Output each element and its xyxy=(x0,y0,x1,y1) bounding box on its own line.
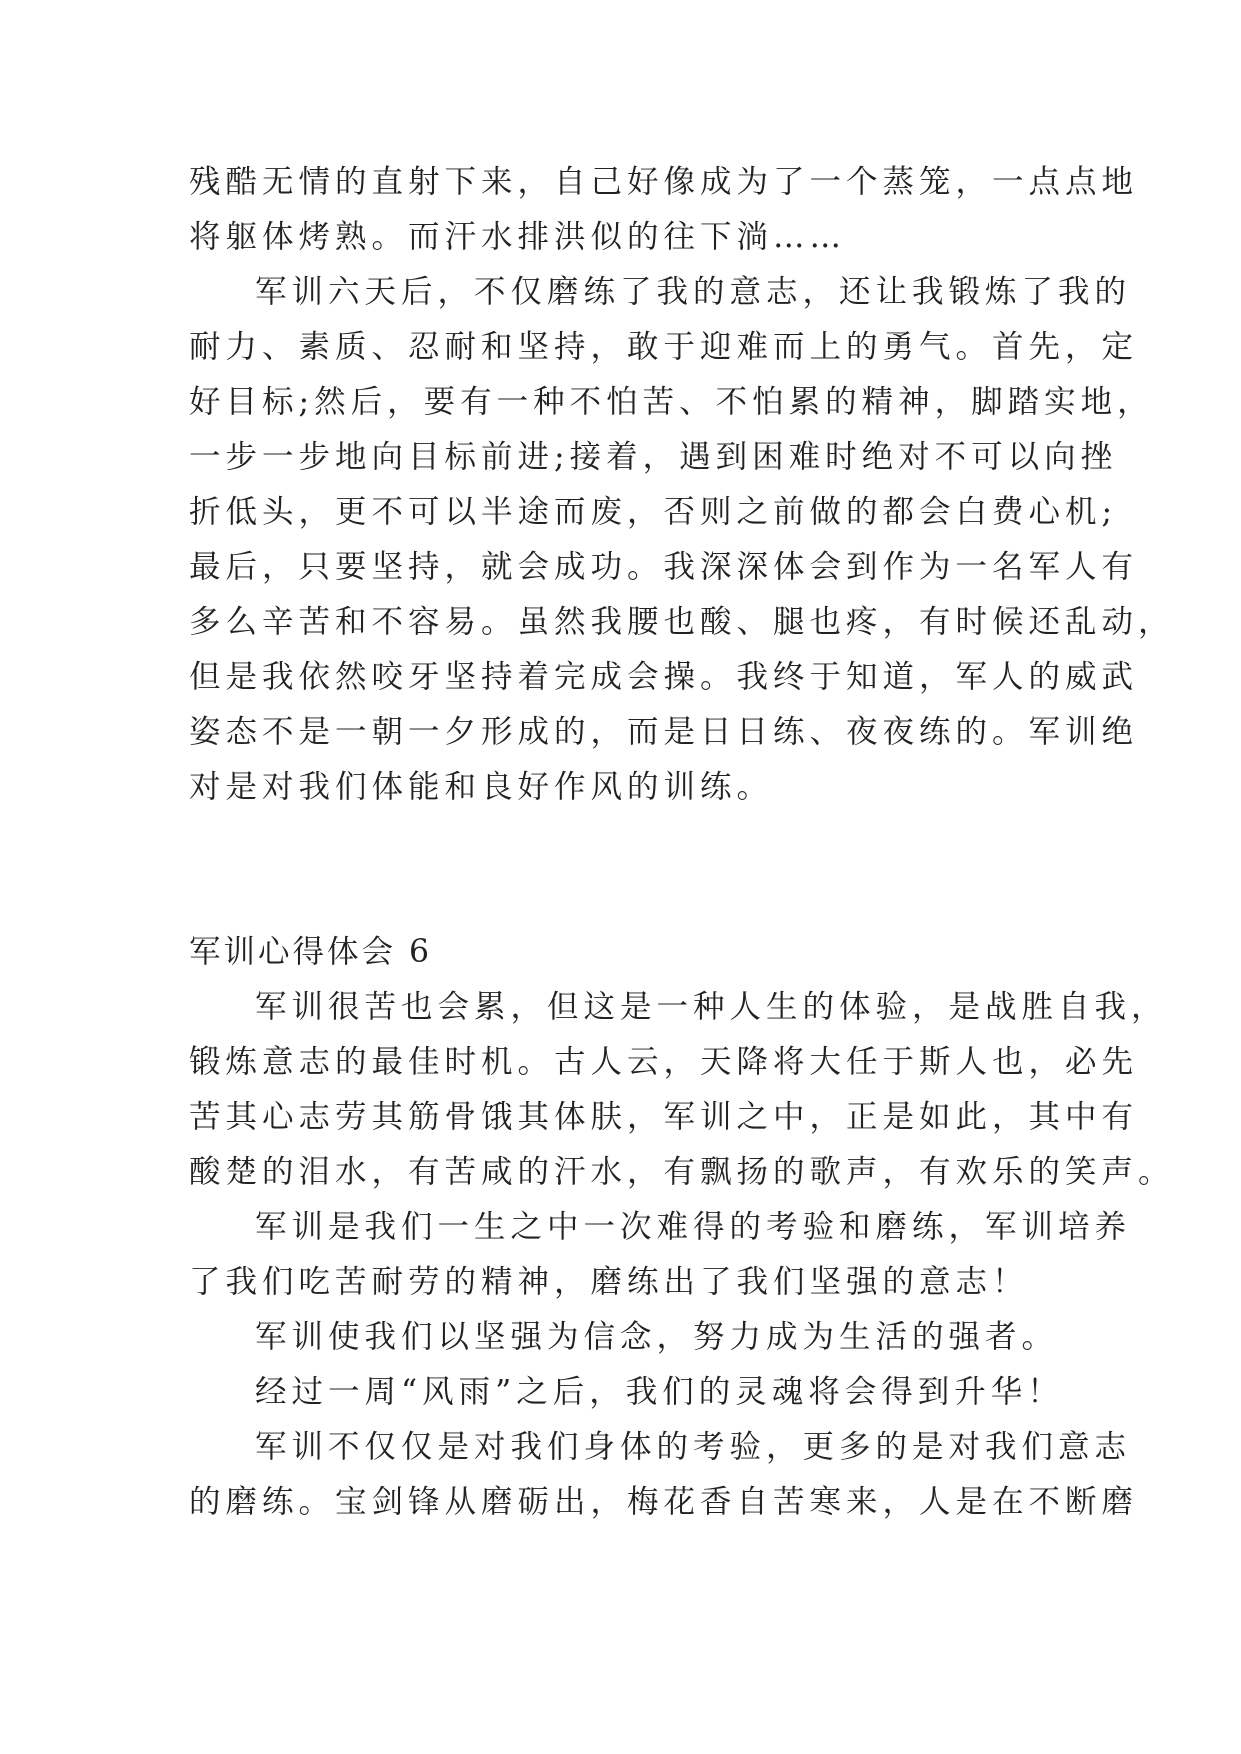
text-line: 最后，只要坚持，就会成功。我深深体会到作为一名军人有 xyxy=(189,549,1139,585)
text-line: 的磨练。宝剑锋从磨砺出，梅花香自苦寒来，人是在不断磨 xyxy=(189,1484,1139,1520)
paragraph-start-line: 经过一周“风雨”之后，我们的灵魂将会得到升华！ xyxy=(255,1374,1064,1410)
text-line: 一步一步地向目标前进;接着，遇到困难时绝对不可以向挫 xyxy=(189,439,1118,475)
paragraph-start-line: 军训是我们一生之中一次难得的考验和磨练，军训培养 xyxy=(255,1209,1132,1245)
section-gap xyxy=(189,815,1055,870)
paragraph-start-line: 军训很苦也会累，但这是一种人生的体验，是战胜自我， xyxy=(255,989,1168,1025)
paragraph-start-line: 军训不仅仅是对我们身体的考验，更多的是对我们意志 xyxy=(255,1429,1132,1465)
text-line: 姿态不是一朝一夕形成的，而是日日练、夜夜练的。军训绝 xyxy=(189,714,1139,750)
text-line: 了我们吃苦耐劳的精神，磨练出了我们坚强的意志！ xyxy=(189,1264,1029,1300)
text-line: 酸楚的泪水，有苦咸的汗水，有飘扬的歌声，有欢乐的笑声。 xyxy=(189,1154,1175,1190)
text-line: 将躯体烤熟。而汗水排洪似的往下淌…… xyxy=(189,219,847,255)
text-line: 苦其心志劳其筋骨饿其体肤，军训之中，正是如此，其中有 xyxy=(189,1099,1139,1135)
text-line: 锻炼意志的最佳时机。古人云，天降将大任于斯人也，必先 xyxy=(189,1044,1139,1080)
text-line: 好目标;然后，要有一种不怕苦、不怕累的精神，脚踏实地， xyxy=(189,384,1154,420)
text-line: 耐力、素质、忍耐和坚持，敢于迎难而上的勇气。首先，定 xyxy=(189,329,1139,365)
text-line: 折低头，更不可以半途而废，否则之前做的都会白费心机; xyxy=(189,494,1118,530)
document-body xyxy=(189,155,1175,1530)
text-line: 残酷无情的直射下来，自己好像成为了一个蒸笼，一点点地 xyxy=(189,164,1139,200)
section-heading: 军训心得体会 6 xyxy=(189,934,433,970)
section-gap xyxy=(189,870,1055,925)
paragraph-start-line: 军训使我们以坚强为信念，努力成为生活的强者。 xyxy=(255,1319,1059,1355)
text-line: 但是我依然咬牙坚持着完成会操。我终于知道，军人的威武 xyxy=(189,659,1139,695)
text-line: 对是对我们体能和良好作风的训练。 xyxy=(189,769,774,805)
paragraph-start-line: 军训六天后，不仅磨练了我的意志，还让我锻炼了我的 xyxy=(255,274,1132,310)
text-line: 多么辛苦和不容易。虽然我腰也酸、腿也疼，有时候还乱动， xyxy=(189,604,1175,640)
